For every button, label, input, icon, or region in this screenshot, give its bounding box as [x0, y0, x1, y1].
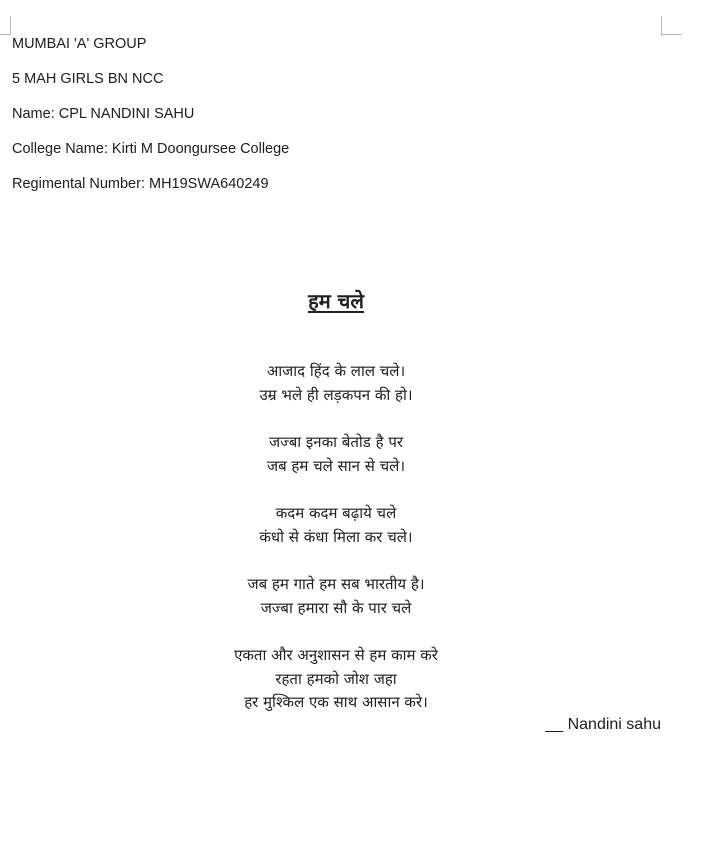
poem-stanza: [0, 644, 672, 715]
poem-line: कदम कदम बढ़ाये चले: [275, 504, 397, 522]
page-corner-mark-right: [661, 16, 682, 35]
poem-stanza: [0, 573, 672, 620]
poem-line: जब हम गाते हम सब भारतीय है।: [247, 575, 425, 593]
poem-line: जज्बा हमारा सौ के पार चले: [260, 598, 412, 617]
poem-stanza: [0, 360, 672, 407]
battalion-line: 5 MAH GIRLS BN NCC: [12, 71, 164, 87]
name-line: Name: CPL NANDINI SAHU: [12, 106, 195, 122]
poem-body: [0, 360, 672, 739]
signature: __ Nandini sahu: [545, 716, 661, 733]
poem-line: उम्र भले ही लड़कपन की हो।: [259, 385, 413, 404]
poem-stanza: [0, 502, 672, 549]
poem-title: हम चले: [308, 289, 364, 313]
group-line: MUMBAI 'A' GROUP: [12, 36, 147, 52]
header-block: [12, 36, 512, 211]
poem-line: रहता हमको जोश जहा: [275, 669, 397, 688]
poem-line: हर मुश्किल एक साथ आसान करे।: [244, 693, 428, 711]
poem-line: एकता और अनुशासन से हम काम करे: [234, 646, 438, 664]
poem-line: जज्बा इनका बेतोड है पर: [269, 433, 403, 451]
page-corner-mark-left: [0, 16, 11, 35]
regimental-number-line: Regimental Number: MH19SWA640249: [12, 176, 269, 192]
poem-line: कंधो से कंधा मिला कर चले।: [259, 527, 413, 546]
college-line: College Name: Kirti M Doongursee College: [12, 141, 290, 157]
poem-line: आजाद हिंद के लाल चले।: [266, 362, 406, 380]
poem-stanza: [0, 431, 672, 478]
poem-line: जब हम चले सान से चले।: [266, 456, 406, 475]
